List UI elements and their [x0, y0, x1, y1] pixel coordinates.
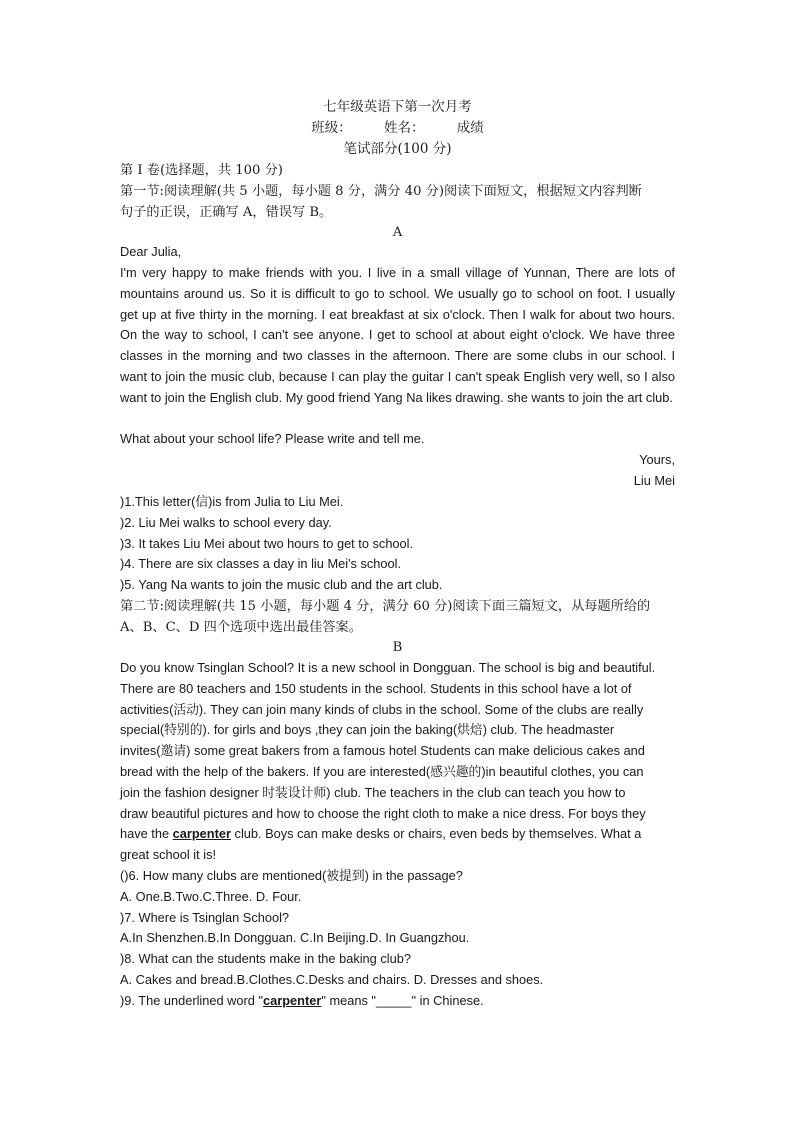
- question-6: ()6. How many clubs are mentioned(被提到) in the passage?: [120, 868, 463, 883]
- passage-a-body: I'm very happy to make friends with you. I live in a small village of Yunnan, There are lots of mountains around us. So it is difficult to go to school. We usually go to school on foot. I usually get up at five thirty in the morning. I eat breakfast at six o'clock. Then I walk for about two hours. On the way to school, I can't see anyone. I get to school at about eight o'clock. We have three classes in the morning and two classes in the afternoon. There are some clubs in our school. I want to join the music club, because I can play the guitar I can't speak English very well, so I also want to join the English club. My good friend Yang Na likes drawing. she wants to join the art club.: [120, 265, 675, 405]
- question-1: )1.This letter(信)is from Julia to Liu Mei.: [120, 494, 344, 509]
- section1-instruction-line1: 第一节:阅读理解(共 5 小题，每小题 8 分，满分 40 分)阅读下面短文，根据短文内容判断: [120, 184, 642, 199]
- question-6-options: A. One.B.Two.C.Three. D. Four.: [120, 888, 302, 904]
- passage-a-greeting: Dear Julia,: [120, 244, 182, 259]
- score-label: 成绩: [456, 120, 484, 136]
- written-part-heading: 笔试部分(100 分): [343, 141, 452, 157]
- section2-instruction: [120, 596, 675, 638]
- question-2: )2. Liu Mei walks to school every day.: [120, 514, 332, 530]
- passage-b-label: B: [392, 640, 403, 655]
- section1-instruction: [120, 181, 675, 223]
- question-8-options: A. Cakes and bread.B.Clothes.C.Desks and chairs. D. Dresses and shoes.: [120, 971, 544, 987]
- underlined-word-carpenter: carpenter: [172, 826, 231, 842]
- question-7-options: A.In Shenzhen.B.In Dongguan. C.In Beijing.D. In Guangzhou.: [120, 930, 470, 946]
- question-9-suffix: " means "_____" in Chinese.: [321, 992, 484, 1008]
- question-4: )4. There are six classes a day in liu Mei's school.: [120, 556, 402, 572]
- question-3: )3. It takes Liu Mei about two hours to get to school.: [120, 535, 414, 551]
- section2-questions: [120, 866, 675, 1012]
- class-label: 班级：: [311, 120, 352, 136]
- name-label: 姓名：: [384, 120, 425, 136]
- volume-heading: 第 I 卷(选择题，共 100 分): [120, 163, 283, 178]
- passage-a-label: A: [392, 225, 403, 240]
- question-9: [120, 991, 675, 1012]
- exam-title: 七年级英语下第一次月考: [323, 99, 472, 115]
- passage-b-text-after: club. Boys can make desks or chairs, even beds by themselves. What a great school it is!: [120, 826, 642, 863]
- passage-b-text-before: Do you know Tsinglan School? It is a new school in Dongguan. The school is big and beautiful. There are 80 teachers and 150 students in the school. Students in this school have a lot of activities(活动). They can join many kinds of clubs in the school. Some of the clubs are really special(特别的). for girls and boys ,they can join the baking(烘焙) club. The headmaster invites(邀请) some great bakers from a famous hotel Students can make delicious cakes and bread with the help of the bakers. If you are interested(感兴趣的)in beautiful clothes, you can join the fashion designer 时装设计师) club. The teachers in the club can teach you how to draw beautiful pictures and how to choose the right cloth to make a nice dress. For boys they have the: [120, 660, 656, 842]
- question-9-prefix: )9. The underlined word ": [120, 992, 264, 1008]
- question-7: )7. Where is Tsinglan School?: [120, 909, 290, 925]
- section1-questions: [120, 492, 675, 596]
- question-5: )5. Yang Na wants to join the music club and the art club.: [120, 577, 443, 593]
- section2-instruction-line1: 第二节:阅读理解(共 15 小题，每小题 4 分，满分 60 分)阅读下面三篇短文，从每题所给的: [120, 599, 651, 614]
- question-8: )8. What can the students make in the baking club?: [120, 951, 411, 967]
- passage-a-signature: Liu Mei: [633, 473, 675, 488]
- passage-b-body: [120, 658, 656, 866]
- passage-a-signoff: Yours,: [639, 452, 675, 467]
- student-info-line: [120, 118, 675, 138]
- section2-instruction-line2: A、B、C、D 四个选项中选出最佳答案。: [120, 620, 362, 635]
- section1-instruction-line2: 句子的正误，正确写 A，错误写 B。: [120, 205, 333, 220]
- passage-a-closing: What about your school life? Please write and tell me.: [120, 431, 425, 446]
- question-9-word: carpenter: [263, 992, 322, 1008]
